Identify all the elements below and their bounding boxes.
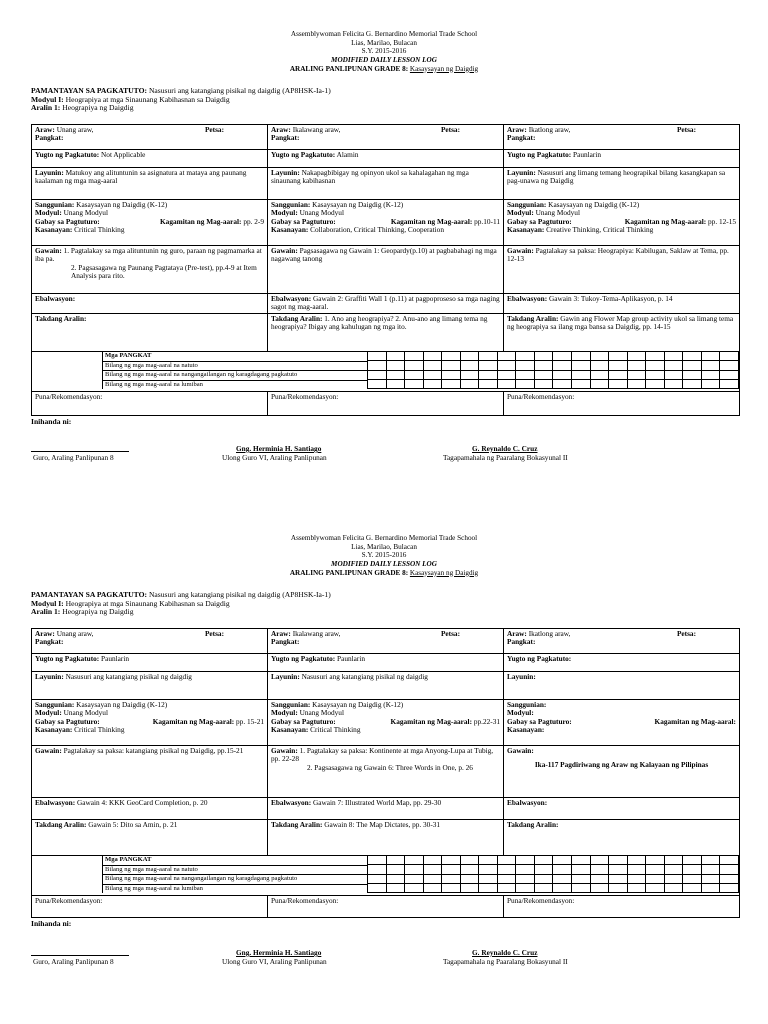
cell-gawain-2: Gawain: Pagsasagawa ng Gawain 1: Geopardy(p.10) at pagbabahagi ng mga nagawang tanong — [268, 246, 504, 294]
pangkat-grid-cell — [387, 884, 406, 893]
pangkat-grid-cell — [387, 856, 406, 865]
pangkat-grid-cell — [387, 352, 406, 361]
principal-name: G. Reynaldo C. Cruz — [472, 444, 538, 453]
pangkat-grid-cell — [424, 856, 443, 865]
cell-puna-2: Puna/Rekomendasyon: — [268, 392, 504, 416]
pangkat-grid-cell — [442, 856, 461, 865]
pangkat-grid-cell — [591, 856, 610, 865]
cell-yugto-3: Yugto ng Pagkatuto: Paunlarin — [504, 150, 740, 168]
principal-role: Tagapamahala ng Paaralang Bokasyunal II — [443, 453, 568, 462]
pangkat-grid-cell — [702, 884, 721, 893]
teacher-signature-line — [31, 451, 129, 452]
pangkat-grid-cell — [702, 875, 721, 884]
pangkat-grid-cell — [553, 856, 572, 865]
pangkat-grid-cell — [683, 380, 702, 389]
pangkat-grid-cell — [535, 380, 554, 389]
pangkat-grid-cell — [479, 875, 498, 884]
pangkat-grid-cell — [628, 856, 647, 865]
cell-takdang-2: Takdang Aralin: Gawain 8: The Map Dictates, pp. 30-31 — [268, 820, 504, 856]
pangkat-grid-cell — [424, 361, 443, 370]
principal-name: G. Reynaldo C. Cruz — [472, 948, 538, 957]
pangkat-grid-cell — [665, 361, 684, 370]
teacher-role: Guro, Araling Panlipunan 8 — [33, 453, 114, 462]
cell-yugto-1: Yugto ng Pagkatuto: Paunlarin — [32, 654, 268, 672]
pangkat-grid-cell — [646, 875, 665, 884]
pangkat-grid-cell — [424, 865, 443, 874]
pangkat-grid-cell — [479, 380, 498, 389]
pangkat-grid-cell — [628, 884, 647, 893]
learning-standard: PAMANTAYAN SA PAGKATUTO: Nasusuri ang katangiang pisikal ng daigdig (AP8HSK-Ia-1) Modyul I: Heograpiya at mga Sinaunang Kabihasnan sa Daigdig Aralin 1: Heograpiya ng Daigdig — [31, 86, 331, 113]
cell-layunin-1: Layunin: Nasusuri ang katangiang pisikal ng daigdig — [32, 672, 268, 700]
pangkat-grid-cell — [553, 875, 572, 884]
pangkat-grid-cell — [628, 361, 647, 370]
pangkat-table — [32, 352, 740, 392]
pangkat-grid-cell — [368, 865, 387, 874]
pangkat-grid-cell — [405, 361, 424, 370]
pangkat-grid-cell — [572, 352, 591, 361]
pangkat-grid-cell — [405, 352, 424, 361]
pangkat-grid-cell — [516, 856, 535, 865]
head-role: Ulong Guro VI, Araling Panlipunan — [222, 453, 327, 462]
pangkat-grid-cell — [591, 875, 610, 884]
pangkat-grid-cell — [535, 361, 554, 370]
cell-sanggunian-3: Sanggunian: Modyul: Gabay sa Pagtuturo: Kagamitan ng Mag-aaral: Kasanayan: — [504, 700, 740, 746]
pangkat-grid-cell — [498, 371, 517, 380]
cell-araw-1: Araw: Unang araw, Petsa: Pangkat: — [32, 629, 268, 654]
pangkat-grid-cell — [702, 856, 721, 865]
pangkat-labels: Mga PANGKAT Bilang ng mga mag-aaral na natuto Bilang ng mga mag-aaral na nangangailangan ng karagdagang pagkatuto Bilang ng mga mag-aaral na lumiban — [103, 856, 368, 893]
pangkat-grid-cell — [553, 884, 572, 893]
pangkat-grid-cell — [628, 380, 647, 389]
cell-takdang-1: Takdang Aralin: — [32, 314, 268, 352]
pangkat-grid-cell — [461, 352, 480, 361]
pangkat-grid-cell — [461, 884, 480, 893]
cell-takdang-3: Takdang Aralin: Gawin ang Flower Map group activity ukol sa limang tema ng heograpiya sa ilang mga bansa sa Daigdig, pp. 14-15 — [504, 314, 740, 352]
pangkat-grid-cell — [424, 371, 443, 380]
pangkat-grid-cell — [683, 865, 702, 874]
pangkat-grid-cell — [628, 371, 647, 380]
pangkat-grid-cell — [665, 380, 684, 389]
pangkat-grid-cell — [461, 371, 480, 380]
pangkat-grid-cell — [609, 380, 628, 389]
pangkat-spacer — [32, 352, 103, 389]
pangkat-grid-cell — [442, 884, 461, 893]
pangkat-grid-cell — [572, 856, 591, 865]
pangkat-grid-cell — [405, 856, 424, 865]
pangkat-grid-cell — [720, 361, 739, 370]
pangkat-grid-cell — [702, 361, 721, 370]
pangkat-grid-cell — [368, 884, 387, 893]
log-title: MODIFIED DAILY LESSON LOG — [331, 55, 437, 64]
pangkat-grid-cell — [683, 371, 702, 380]
pangkat-grid-cell — [646, 352, 665, 361]
pangkat-grid — [368, 352, 739, 389]
principal-role: Tagapamahala ng Paaralang Bokasyunal II — [443, 957, 568, 966]
cell-layunin-2: Layunin: Nakapagbibigay ng opinyon ukol sa kahalagahan ng mga sinaunang kabihasnan — [268, 168, 504, 200]
cell-puna-1: Puna/Rekomendasyon: — [32, 392, 268, 416]
cell-sanggunian-2: Sanggunian: Kasaysayan ng Daigdig (K-12) Modyul: Unang Modyul Gabay sa Pagtuturo: Kagamitan ng Mag-aaral: pp.22-31 Kasanayan: Critical Thinking — [268, 700, 504, 746]
cell-gawain-3: Gawain: Pagtalakay sa paksa: Heograpiya: Kabilugan, Saklaw at Tema, pp. 12-13 — [504, 246, 740, 294]
cell-takdang-1: Takdang Aralin: Gawain 5: Dito sa Amin, p. 21 — [32, 820, 268, 856]
inihanda-label: Inihanda ni: — [31, 919, 72, 928]
pangkat-grid-cell — [702, 865, 721, 874]
pangkat-grid-cell — [516, 875, 535, 884]
pangkat-spacer — [32, 856, 103, 893]
cell-yugto-2: Yugto ng Pagkatuto: Paunlarin — [268, 654, 504, 672]
cell-puna-1: Puna/Rekomendasyon: — [32, 896, 268, 918]
grade-subject: ARALING PANLIPUNAN GRADE 8: Kasaysayan ng Daigdig — [289, 64, 479, 73]
pangkat-grid — [368, 856, 739, 893]
log-header — [0, 534, 768, 577]
pangkat-grid-cell — [553, 352, 572, 361]
school-name: Assemblywoman Felicita G. Bernardino Memorial Trade School — [290, 30, 478, 38]
pangkat-grid-cell — [424, 884, 443, 893]
pangkat-grid-cell — [683, 856, 702, 865]
pangkat-grid-cell — [368, 380, 387, 389]
grade-subject: ARALING PANLIPUNAN GRADE 8: Kasaysayan ng Daigdig — [289, 568, 479, 577]
head-role: Ulong Guro VI, Araling Panlipunan — [222, 957, 327, 966]
pangkat-grid-cell — [591, 361, 610, 370]
cell-layunin-3: Layunin: — [504, 672, 740, 700]
school-year: S.Y. 2015-2016 — [361, 551, 407, 560]
cell-sanggunian-3: Sanggunian: Kasaysayan ng Daigdig (K-12) Modyul: Unang Modyul Gabay sa Pagtuturo: Kagamitan ng Mag-aaral: pp. 12-15 Kasanayan: Creative Thinking, Critical Thinking — [504, 200, 740, 246]
pangkat-grid-cell — [572, 361, 591, 370]
cell-puna-3: Puna/Rekomendasyon: — [504, 896, 740, 918]
pangkat-grid-cell — [498, 865, 517, 874]
pangkat-grid-cell — [720, 875, 739, 884]
pangkat-grid-cell — [479, 371, 498, 380]
cell-takdang-2: Takdang Aralin: 1. Ano ang heograpiya? 2. Anu-ano ang limang tema ng heograpiya? Ibigay ang kahulugan ng mga ito. — [268, 314, 504, 352]
pangkat-grid-cell — [535, 352, 554, 361]
pangkat-grid-cell — [442, 875, 461, 884]
pangkat-grid-cell — [683, 884, 702, 893]
pangkat-grid-cell — [479, 865, 498, 874]
cell-gawain-3: Gawain: Ika-117 Pagdiriwang ng Araw ng Kalayaan ng Pilipinas — [504, 746, 740, 798]
cell-ebalwasyon-1: Ebalwasyon: Gawain 4: KKK GeoCard Completion, p. 20 — [32, 798, 268, 820]
pangkat-table — [32, 856, 740, 896]
cell-yugto-2: Yugto ng Pagkatuto: Alamin — [268, 150, 504, 168]
pangkat-grid-cell — [646, 361, 665, 370]
pangkat-grid-cell — [498, 875, 517, 884]
pangkat-grid-cell — [405, 884, 424, 893]
pangkat-grid-cell — [665, 865, 684, 874]
pangkat-grid-cell — [368, 856, 387, 865]
pangkat-grid-cell — [387, 361, 406, 370]
pangkat-grid-cell — [609, 875, 628, 884]
cell-ebalwasyon-2: Ebalwasyon: Gawain 2: Graffiti Wall 1 (p.11) at pagpoproseso sa mga naging sagot ng mag-aaral. — [268, 294, 504, 314]
pangkat-grid-cell — [572, 380, 591, 389]
pangkat-grid-cell — [387, 875, 406, 884]
pangkat-grid-cell — [442, 361, 461, 370]
cell-layunin-2: Layunin: Nasusuri ang katangiang pisikal ng daigdig — [268, 672, 504, 700]
pangkat-grid-cell — [572, 371, 591, 380]
pangkat-grid-cell — [609, 884, 628, 893]
pangkat-grid-cell — [479, 352, 498, 361]
cell-puna-3: Puna/Rekomendasyon: — [504, 392, 740, 416]
head-name: Gng. Herminia H. Santiago — [236, 948, 322, 957]
cell-araw-1: Araw: Unang araw, Petsa: Pangkat: — [32, 125, 268, 150]
pangkat-grid-cell — [720, 865, 739, 874]
pangkat-grid-cell — [553, 371, 572, 380]
pangkat-grid-cell — [665, 856, 684, 865]
pangkat-grid-cell — [442, 865, 461, 874]
pangkat-grid-cell — [405, 875, 424, 884]
cell-ebalwasyon-3: Ebalwasyon: — [504, 798, 740, 820]
pangkat-grid-cell — [572, 884, 591, 893]
pangkat-grid-cell — [665, 371, 684, 380]
pangkat-grid-cell — [702, 380, 721, 389]
pangkat-grid-cell — [591, 884, 610, 893]
pangkat-grid-cell — [516, 380, 535, 389]
cell-yugto-3: Yugto ng Pagkatuto: — [504, 654, 740, 672]
pangkat-grid-cell — [720, 884, 739, 893]
pangkat-grid-cell — [646, 371, 665, 380]
pangkat-grid-cell — [461, 865, 480, 874]
pangkat-grid-cell — [665, 875, 684, 884]
pangkat-grid-cell — [516, 371, 535, 380]
pangkat-grid-cell — [591, 380, 610, 389]
cell-takdang-3: Takdang Aralin: — [504, 820, 740, 856]
pangkat-grid-cell — [516, 352, 535, 361]
cell-araw-2: Araw: Ikalawang araw, Petsa: Pangkat: — [268, 629, 504, 654]
pangkat-grid-cell — [498, 361, 517, 370]
pangkat-grid-cell — [368, 352, 387, 361]
pangkat-grid-cell — [516, 884, 535, 893]
pangkat-grid-cell — [535, 884, 554, 893]
log-header — [0, 30, 768, 73]
pangkat-grid-cell — [498, 380, 517, 389]
pangkat-grid-cell — [609, 361, 628, 370]
cell-araw-2: Araw: Ikalawang araw, Petsa: Pangkat: — [268, 125, 504, 150]
cell-puna-2: Puna/Rekomendasyon: — [268, 896, 504, 918]
cell-araw-3: Araw: Ikatlong araw, Petsa: Pangkat: — [504, 125, 740, 150]
pangkat-grid-cell — [424, 875, 443, 884]
cell-sanggunian-1: Sanggunian: Kasaysayan ng Daigdig (K-12) Modyul: Unang Modyul Gabay sa Pagtuturo: Kagamitan ng Mag-aaral: pp. 15-21 Kasanayan: Critical Thinking — [32, 700, 268, 746]
cell-layunin-3: Layunin: Nasusuri ang limang temang heograpikal bilang kasangkapan sa pag-unawa ng Daigdig — [504, 168, 740, 200]
pangkat-grid-cell — [479, 884, 498, 893]
pangkat-grid-cell — [720, 380, 739, 389]
pangkat-grid-cell — [424, 380, 443, 389]
cell-sanggunian-1: Sanggunian: Kasaysayan ng Daigdig (K-12) Modyul: Unang Modyul Gabay sa Pagtuturo: Kagamitan ng Mag-aaral: pp. 2-9 Kasanayan: Critical Thinking — [32, 200, 268, 246]
pangkat-grid-cell — [720, 371, 739, 380]
pangkat-grid-cell — [498, 856, 517, 865]
pangkat-grid-cell — [535, 371, 554, 380]
pangkat-grid-cell — [405, 865, 424, 874]
pangkat-grid-cell — [646, 865, 665, 874]
cell-gawain-1: Gawain: 1. Pagtalakay sa mga alituntunin ng guro, paraan ng pagmamarka at iba pa. 2. Pagsasagawa ng Paunang Pagtataya (Pre-test), pp.4-9 at Item Analysis para rito. — [32, 246, 268, 294]
pangkat-grid-cell — [683, 875, 702, 884]
pangkat-grid-cell — [535, 865, 554, 874]
pangkat-grid-cell — [553, 865, 572, 874]
pangkat-grid-cell — [720, 352, 739, 361]
pangkat-grid-cell — [628, 875, 647, 884]
pangkat-grid-cell — [368, 361, 387, 370]
pangkat-grid-cell — [628, 865, 647, 874]
pangkat-labels: Mga PANGKAT Bilang ng mga mag-aaral na natuto Bilang ng mga mag-aaral na nangangailangan ng karagdagang pagkatuto Bilang ng mga mag-aaral na lumiban — [103, 352, 368, 389]
pangkat-grid-cell — [461, 856, 480, 865]
pangkat-grid-cell — [553, 380, 572, 389]
pangkat-grid-cell — [628, 352, 647, 361]
lesson-table — [31, 124, 740, 416]
pangkat-grid-cell — [609, 371, 628, 380]
pangkat-grid-cell — [387, 371, 406, 380]
pangkat-grid-cell — [591, 371, 610, 380]
pangkat-grid-cell — [387, 865, 406, 874]
pangkat-grid-cell — [720, 856, 739, 865]
pangkat-grid-cell — [498, 352, 517, 361]
pangkat-grid-cell — [553, 361, 572, 370]
pangkat-grid-cell — [461, 361, 480, 370]
pangkat-grid-cell — [461, 875, 480, 884]
school-year: S.Y. 2015-2016 — [361, 47, 407, 56]
pangkat-grid-cell — [516, 865, 535, 874]
learning-standard: PAMANTAYAN SA PAGKATUTO: Nasusuri ang katangiang pisikal ng daigdig (AP8HSK-Ia-1) Modyul I: Heograpiya at mga Sinaunang Kabihasnan sa Daigdig Aralin 1: Heograpiya ng Daigdig — [31, 590, 331, 617]
pangkat-grid-cell — [424, 352, 443, 361]
pangkat-grid-cell — [591, 352, 610, 361]
school-address: Lias, Marilao, Bulacan — [351, 542, 417, 551]
pangkat-grid-cell — [442, 380, 461, 389]
cell-layunin-1: Layunin: Matukoy ang alituntunin sa asignatura at mataya ang paunang kaalaman ng mga mag-aaral — [32, 168, 268, 200]
cell-ebalwasyon-1: Ebalwasyon: — [32, 294, 268, 314]
pangkat-grid-cell — [368, 875, 387, 884]
pangkat-grid-cell — [665, 352, 684, 361]
pangkat-grid-cell — [609, 856, 628, 865]
pangkat-grid-cell — [591, 865, 610, 874]
pangkat-grid-cell — [479, 361, 498, 370]
pangkat-grid-cell — [405, 371, 424, 380]
pangkat-grid-cell — [646, 380, 665, 389]
inihanda-label: Inihanda ni: — [31, 417, 72, 426]
pangkat-grid-cell — [572, 875, 591, 884]
cell-yugto-1: Yugto ng Pagkatuto: Not Applicable — [32, 150, 268, 168]
pangkat-grid-cell — [702, 352, 721, 361]
pangkat-grid-cell — [702, 371, 721, 380]
cell-gawain-1: Gawain: Pagtalakay sa paksa: katangiang pisikal ng Daigdig, pp.15-21 — [32, 746, 268, 798]
teacher-signature-line — [31, 955, 129, 956]
pangkat-grid-cell — [368, 371, 387, 380]
cell-sanggunian-2: Sanggunian: Kasaysayan ng Daigdig (K-12) Modyul: Unang Modyul Gabay sa Pagtuturo: Kagamitan ng Mag-aaral: pp.10-11 Kasanayan: Collaboration, Critical Thinking, Cooperation — [268, 200, 504, 246]
cell-ebalwasyon-2: Ebalwasyon: Gawain 7: Illustrated World Map, pp. 29-30 — [268, 798, 504, 820]
school-name: Assemblywoman Felicita G. Bernardino Memorial Trade School — [290, 534, 478, 542]
log-title: MODIFIED DAILY LESSON LOG — [331, 559, 437, 568]
pangkat-grid-cell — [498, 884, 517, 893]
cell-araw-3: Araw: Ikatlong araw, Petsa: Pangkat: — [504, 629, 740, 654]
pangkat-grid-cell — [665, 884, 684, 893]
pangkat-grid-cell — [516, 361, 535, 370]
pangkat-grid-cell — [535, 875, 554, 884]
pangkat-grid-cell — [646, 856, 665, 865]
pangkat-grid-cell — [609, 865, 628, 874]
teacher-role: Guro, Araling Panlipunan 8 — [33, 957, 114, 966]
pangkat-grid-cell — [572, 865, 591, 874]
cell-gawain-2: Gawain: 1. Pagtalakay sa paksa: Kontinente at mga Anyong-Lupa at Tubig, pp. 22-28 2. Pagsasagawa ng Gawain 6: Three Words in One, p. 26 — [268, 746, 504, 798]
independence-day-note: Ika-117 Pagdiriwang ng Araw ng Kalayaan ng Pilipinas — [534, 760, 709, 770]
pangkat-grid-cell — [387, 380, 406, 389]
pangkat-grid-cell — [683, 352, 702, 361]
pangkat-grid-cell — [461, 380, 480, 389]
pangkat-grid-cell — [479, 856, 498, 865]
pangkat-grid-cell — [535, 856, 554, 865]
pangkat-grid-cell — [405, 380, 424, 389]
pangkat-grid-cell — [683, 361, 702, 370]
pangkat-grid-cell — [609, 352, 628, 361]
cell-ebalwasyon-3: Ebalwasyon: Gawain 3: Tukoy-Tema-Aplikasyon, p. 14 — [504, 294, 740, 314]
pangkat-grid-cell — [442, 371, 461, 380]
head-name: Gng. Herminia H. Santiago — [236, 444, 322, 453]
school-address: Lias, Marilao, Bulacan — [351, 38, 417, 47]
pangkat-grid-cell — [646, 884, 665, 893]
lesson-table — [31, 628, 740, 918]
pangkat-grid-cell — [442, 352, 461, 361]
